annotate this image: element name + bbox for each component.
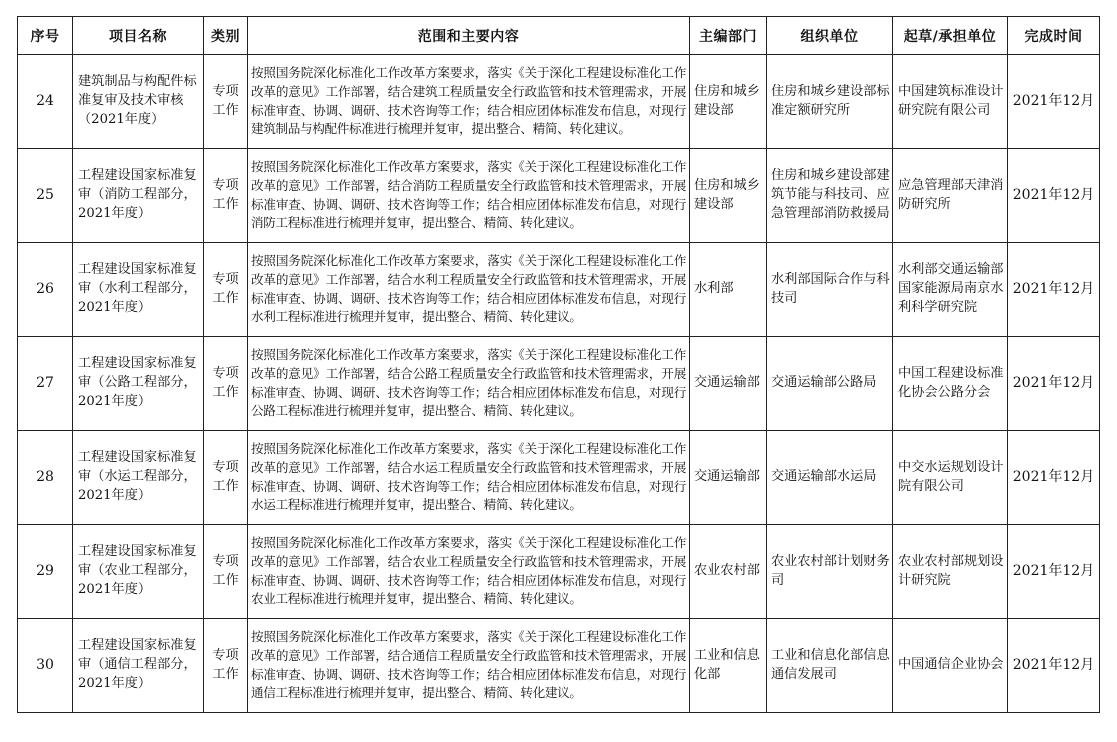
row-number: 25 (18, 149, 73, 243)
drafter: 中国工程建设标准化协会公路分会 (893, 337, 1008, 431)
organizer: 住房和城乡建设部建筑节能与科技司、应急管理部消防救援局 (767, 149, 893, 243)
scope-content: 按照国务院深化标准化工作改革方案要求，落实《关于深化工程建设标准化工作改革的意见》工作部署，结合通信工程质量安全行政监管和技术管理需求，开展标准审查、协调、调研、技术咨询等工作；结合相应团体标准发布信息，对现行通信工程标准进行梳理并复审，提出整合、精简、转化建议。 (248, 619, 690, 713)
completion-time: 2021年12月 (1008, 619, 1100, 713)
category: 专项工作 (204, 149, 248, 243)
table-row (18, 337, 1100, 431)
scope-content: 按照国务院深化标准化工作改革方案要求，落实《关于深化工程建设标准化工作改革的意见》工作部署，结合水利工程质量安全行政监管和技术管理需求，开展标准审查、协调、调研、技术咨询等工作；结合相应团体标准发布信息，对现行水利工程标准进行梳理并复审，提出整合、精简、转化建议。 (248, 243, 690, 337)
project-name: 工程建设国家标准复审（消防工程部分，2021年度） (73, 149, 204, 243)
drafter: 中国通信企业协会 (893, 619, 1008, 713)
header-scope: 范围和主要内容 (248, 17, 690, 55)
header-organizer: 组织单位 (767, 17, 893, 55)
header-editor-dept: 主编部门 (690, 17, 767, 55)
scope-content: 按照国务院深化标准化工作改革方案要求，落实《关于深化工程建设标准化工作改革的意见》工作部署，结合建筑工程质量安全行政监管和技术管理需求，开展标准审查、协调、调研、技术咨询等工作；结合相应团体标准发布信息，对现行建筑制品与构配件标准进行梳理并复审，提出整合、精简、转化建议。 (248, 55, 690, 149)
completion-time: 2021年12月 (1008, 55, 1100, 149)
project-name: 建筑制品与构配件标准复审及技术审核（2021年度） (73, 55, 204, 149)
completion-time: 2021年12月 (1008, 525, 1100, 619)
project-name: 工程建设国家标准复审（通信工程部分，2021年度） (73, 619, 204, 713)
organizer: 农业农村部计划财务司 (767, 525, 893, 619)
category: 专项工作 (204, 431, 248, 525)
row-number: 26 (18, 243, 73, 337)
header-category: 类别 (204, 17, 248, 55)
completion-time: 2021年12月 (1008, 431, 1100, 525)
editor-dept: 工业和信息化部 (690, 619, 767, 713)
drafter: 应急管理部天津消防研究所 (893, 149, 1008, 243)
header-drafter: 起草/承担单位 (893, 17, 1008, 55)
header-number: 序号 (18, 17, 73, 55)
standards-review-table (17, 16, 1100, 713)
drafter: 中国建筑标准设计研究院有限公司 (893, 55, 1008, 149)
scope-content: 按照国务院深化标准化工作改革方案要求，落实《关于深化工程建设标准化工作改革的意见》工作部署，结合消防工程质量安全行政监管和技术管理需求，开展标准审查、协调、调研、技术咨询等工作；结合相应团体标准发布信息，对现行消防工程标准进行梳理并复审，提出整合、精简、转化建议。 (248, 149, 690, 243)
scope-content: 按照国务院深化标准化工作改革方案要求，落实《关于深化工程建设标准化工作改革的意见》工作部署，结合公路工程质量安全行政监管和技术管理需求，开展标准审查、协调、调研、技术咨询等工作；结合相应团体标准发布信息，对现行公路工程标准进行梳理并复审，提出整合、精简、转化建议。 (248, 337, 690, 431)
header-project-name: 项目名称 (73, 17, 204, 55)
editor-dept: 住房和城乡建设部 (690, 149, 767, 243)
completion-time: 2021年12月 (1008, 149, 1100, 243)
project-name: 工程建设国家标准复审（水运工程部分，2021年度） (73, 431, 204, 525)
table-row (18, 55, 1100, 149)
scope-content: 按照国务院深化标准化工作改革方案要求，落实《关于深化工程建设标准化工作改革的意见》工作部署，结合农业工程质量安全行政监管和技术管理需求，开展标准审查、协调、调研、技术咨询等工作；结合相应团体标准发布信息，对现行农业工程标准进行梳理并复审，提出整合、精简、转化建议。 (248, 525, 690, 619)
category: 专项工作 (204, 243, 248, 337)
organizer: 住房和城乡建设部标准定额研究所 (767, 55, 893, 149)
drafter: 农业农村部规划设计研究院 (893, 525, 1008, 619)
project-name: 工程建设国家标准复审（公路工程部分，2021年度） (73, 337, 204, 431)
category: 专项工作 (204, 619, 248, 713)
scope-content: 按照国务院深化标准化工作改革方案要求，落实《关于深化工程建设标准化工作改革的意见》工作部署，结合水运工程质量安全行政监管和技术管理需求，开展标准审查、协调、调研、技术咨询等工作；结合相应团体标准发布信息，对现行水运工程标准进行梳理并复审，提出整合、精简、转化建议。 (248, 431, 690, 525)
organizer: 水利部国际合作与科技司 (767, 243, 893, 337)
category: 专项工作 (204, 525, 248, 619)
table-row (18, 243, 1100, 337)
row-number: 30 (18, 619, 73, 713)
drafter: 中交水运规划设计院有限公司 (893, 431, 1008, 525)
editor-dept: 交通运输部 (690, 431, 767, 525)
editor-dept: 交通运输部 (690, 337, 767, 431)
editor-dept: 农业农村部 (690, 525, 767, 619)
row-number: 28 (18, 431, 73, 525)
table-header-row (18, 17, 1100, 55)
table-row (18, 149, 1100, 243)
document-page (17, 16, 1100, 713)
row-number: 29 (18, 525, 73, 619)
table-row (18, 431, 1100, 525)
project-name: 工程建设国家标准复审（水利工程部分，2021年度） (73, 243, 204, 337)
completion-time: 2021年12月 (1008, 243, 1100, 337)
editor-dept: 水利部 (690, 243, 767, 337)
table-row (18, 525, 1100, 619)
row-number: 24 (18, 55, 73, 149)
organizer: 交通运输部公路局 (767, 337, 893, 431)
drafter: 水利部交通运输部国家能源局南京水利科学研究院 (893, 243, 1008, 337)
table-row (18, 619, 1100, 713)
category: 专项工作 (204, 337, 248, 431)
completion-time: 2021年12月 (1008, 337, 1100, 431)
category: 专项工作 (204, 55, 248, 149)
project-name: 工程建设国家标准复审（农业工程部分，2021年度） (73, 525, 204, 619)
editor-dept: 住房和城乡建设部 (690, 55, 767, 149)
organizer: 工业和信息化部信息通信发展司 (767, 619, 893, 713)
row-number: 27 (18, 337, 73, 431)
header-completion-time: 完成时间 (1008, 17, 1100, 55)
organizer: 交通运输部水运局 (767, 431, 893, 525)
